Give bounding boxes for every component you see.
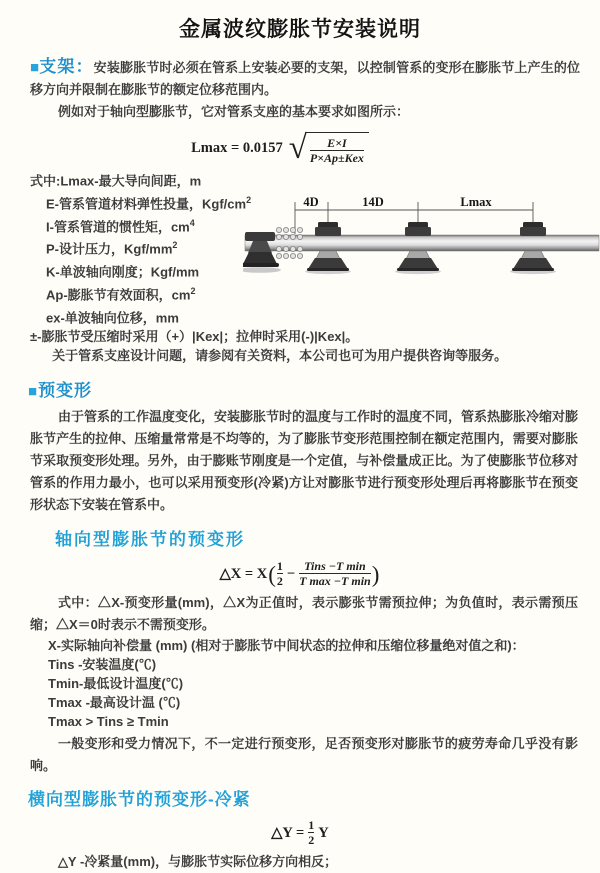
temp-denominator: T max −T min xyxy=(299,574,371,589)
plusminus-rule-line: ±-膨胀节受压缩时采用（+）|Kex|；拉伸时采用(-)|Kex|。 xyxy=(30,328,359,344)
dimension-label-4d: 4D xyxy=(303,195,319,209)
minus-sign: − xyxy=(286,565,296,582)
support-example-line: 例如对于轴向型膨胀节，它对管系支座的基本要求如图所示： xyxy=(57,104,409,119)
variable-line: ex-单波轴向位移，mm xyxy=(46,310,179,326)
section-square-icon: ■ xyxy=(28,383,39,401)
support-section-label: 支架： xyxy=(39,57,94,76)
temp-line: Tmax -最高设计温 (℃) xyxy=(48,695,181,711)
support-text: 安装膨胀节时必须在管系上安装必要的支架，以控制管系的变形在膨胀节上产生的位移方向并限制在膨胀节的额定位移范围内。 xyxy=(30,60,581,97)
axial-note: 一般变形和受力情况下，不一定进行预变形，足否预变形对膨胀节的疲劳寿命几乎没有影响。 xyxy=(30,736,578,774)
axial-predeform-formula xyxy=(0,560,600,588)
page-title: 金属波纹膨胀节安装说明 xyxy=(179,18,421,41)
half-denominator: 2 xyxy=(276,574,283,589)
formula-lhs: Lmax = 0.0157 xyxy=(191,140,283,156)
pipe-support-diagram-svg xyxy=(243,192,600,292)
half-numerator: 1 xyxy=(308,818,315,833)
variable-line: I-管系管道的惯性矩，$cm^4$ xyxy=(46,217,195,234)
predeform-label: 预变形 xyxy=(38,381,93,401)
predeform-section-heading xyxy=(28,376,600,401)
temp-inequality-line: Tmax > Tins ≥ Tmin xyxy=(48,714,169,730)
dimension-label-14d: 14D xyxy=(362,195,384,209)
lmax-formula xyxy=(0,129,560,166)
predeform-paragraph: 由于管系的工作温度变化，安装膨胀节时的温度与工作时的温度不同，管系热膨胀冷缩对膨胀节产生的拉伸、压缩量常常是不均等的，为了膨胀节变形范围控制在额定范围内，需要对膨胀节采取预变形处理。另外，由于膨账节刚度是一个定值，与补偿量成正比。为了使膨胀节位移对管系的作用力最小，也可以采用预变形(冷紧)方让对膨胀节进行预变形处理后再将膨胀节在预变形状态下安装在管系中。 xyxy=(30,409,578,513)
pipe-support-diagram xyxy=(243,192,600,292)
lateral-predeform-heading: 横向型膨胀节的预变形-冷紧 xyxy=(28,790,251,810)
half-numerator: 1 xyxy=(276,559,283,574)
formula-numerator: E×I xyxy=(327,136,347,150)
formula-lhs: △X = X xyxy=(219,565,268,582)
formula-lhs: △Y = xyxy=(271,824,305,841)
variable-line: P-设计压力，Kgf/$mm^2$ xyxy=(46,240,178,257)
axial-variable-list xyxy=(48,636,600,731)
half-denominator: 2 xyxy=(308,833,315,848)
section-square-icon: ■ xyxy=(30,59,40,76)
lateral-predeform-formula xyxy=(0,819,600,847)
variable-line: Ap-膨胀节有效面积，$cm^2$ xyxy=(46,286,196,303)
lateral-note: △Y -冷紧量(mm)，与膨胀节实际位移方向相反； xyxy=(57,854,338,870)
temp-line: Tins -安装温度(℃) xyxy=(48,657,157,673)
axial-predeform-heading: 轴向型膨胀节的预变形 xyxy=(55,530,245,550)
support-note: 关于管系支座设计问题，请参阅有关资料，本公司也可为用户提供咨询等服务。 xyxy=(52,348,508,364)
open-paren: ( xyxy=(268,561,276,587)
support-paragraph xyxy=(30,56,580,101)
variable-line: 式中:Lmax-最大导向间距，m xyxy=(30,173,202,189)
variable-line: K-单波轴向刚度；Kgf/mm xyxy=(46,264,200,280)
formula-rhs: Y xyxy=(318,824,329,841)
close-paren: ) xyxy=(371,561,380,587)
variable-legend xyxy=(30,168,600,365)
temp-line: Tmin-最低设计温度(℃) xyxy=(48,676,184,692)
sqrt-radicand xyxy=(305,132,369,165)
axial-formula-explanation: 式中：△X-预变形量(mm)，△X为正值时，表示膨张节需预拉伸；为负值时，表示需预压缩；△X＝0时表示不需预变形。 xyxy=(30,595,578,633)
temp-numerator: Tins −T min xyxy=(304,559,366,574)
x-definition-line: X-实际轴向补偿量 (mm) (相对于膨胀节中间状态的拉伸和压缩位移量绝对值之和)： xyxy=(48,638,525,654)
dimension-label-lmax: Lmax xyxy=(460,195,492,209)
formula-denominator: P×Ap±Kex xyxy=(309,151,364,165)
sqrt-radical: √ xyxy=(288,129,307,166)
variable-line: E-管系管道材料弹性投量，Kgf/$cm^2$ xyxy=(46,194,252,212)
